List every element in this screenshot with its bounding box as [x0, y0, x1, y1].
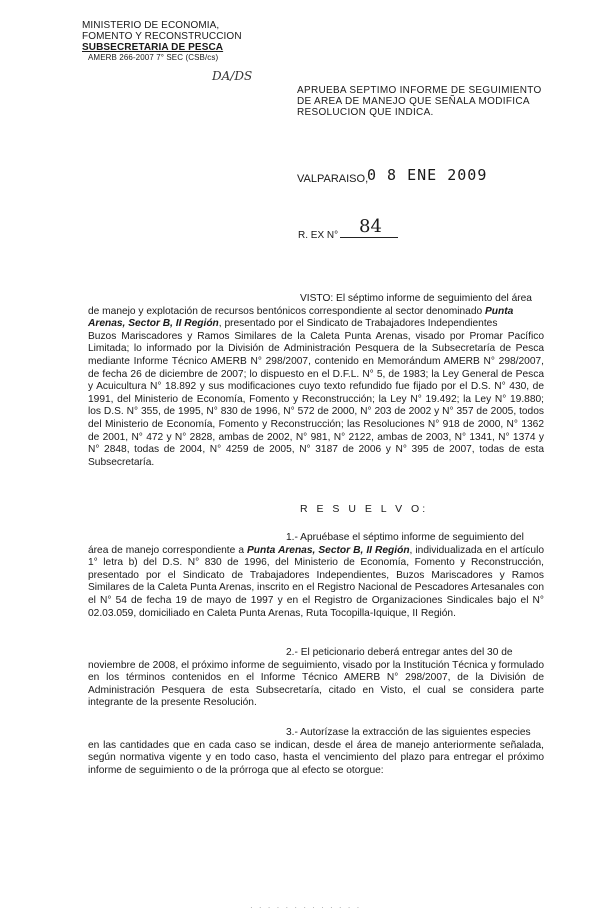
visto-place-b: Arenas, Sector B, II Región — [88, 318, 219, 330]
ministry-line-2: FOMENTO Y RECONSTRUCCION — [82, 31, 242, 42]
visto-text-b: , presentado por el Sindicato de Trabajadores Independientes — [218, 318, 498, 330]
letterhead — [82, 20, 272, 62]
item-1-place: Punta Arenas, Sector B, II Región — [247, 544, 410, 556]
item-3-intro: 3.- Autorízase la extracción de las siguientes especies — [286, 727, 531, 738]
date-stamp: 0 8 ENE 2009 — [367, 166, 488, 184]
visto-section — [88, 293, 544, 469]
item-1-text-a: área de manejo correspondiente a — [88, 544, 248, 556]
visto-text-a: de manejo y explotación de recursos bentónicos correspondiente al sector denominado — [88, 305, 485, 317]
visto-place-a: Punta — [485, 305, 514, 317]
visto-intro: VISTO: El séptimo informe de seguimiento del área — [300, 293, 532, 304]
resolution-label: R. EX N° — [298, 230, 339, 241]
item-1-text-c: , individualizada en el artículo 1° letra b) del D.S. N° 830 de 1996, del Ministerio de Economía, Fomento y Reconstrucción, presentado por el Sindicato de Trabajadores Independientes, Buzos Mariscadores y Ramos Similares de la Caleta Punta Arenas, inscrito en el Registro Nacional de Pescadores Artesanales con el N° 54 de fecha 19 de mayo de 1997 y en el Registro de Organizaciones Sindicales bajo el N° 02.03.059, domiciliado en Caleta Punta Arenas, Ruta Tocopilla-Iquique, II Región. — [88, 544, 544, 619]
subject-line-2: DE AREA DE MANEJO QUE SEÑALA MODIFICA — [297, 96, 530, 107]
resolution-item-2 — [88, 647, 544, 710]
item-3-body: en las cantidades que en cada caso se indican, desde el área de manejo anteriormente señalada, según normativa vigente y en todo caso, hasta el vencimiento del plazo para entregar el próximo informe de seguimiento o de la prórroga que al efecto se otorgue: — [88, 739, 544, 776]
resolution-number: 84 — [359, 216, 382, 237]
item-2-body: noviembre de 2008, el próximo informe de seguimiento, visado por la Institución Técnica y formulado en los términos contenidos en el Informe Técnico AMERB N° 298/2007, de la División de Administración Pesquera de esta Subsecretaría, citado en Visto, el cual se considera parte integrante de la presente Resolución. — [88, 659, 544, 709]
handwritten-initials: DA/DS — [212, 69, 253, 83]
item-1-intro: 1.- Apruébase el séptimo informe de seguimiento del — [286, 532, 524, 543]
resolution-item-1 — [88, 532, 544, 620]
file-reference: AMERB 266-2007 7° SEC (CSB/cs) — [88, 53, 219, 62]
visto-body: Buzos Mariscadores y Ramos Similares de la Caleta Punta Arenas, visado por Promar Pacífico Limitada; lo informado por la División de Administración Pesquera de la Subsecretaría de Pesca mediante Informe Técnico AMERB N° 298/2007, contenido en Memorándum AMERB N° 298/2007, de fecha 26 de diciembre de 2007; lo dispuesto en el D.F.L. N° 5, de 1983; la Ley General de Pesca y Acuicultura N° 18.892 y sus modificaciones cuyo texto refundido fue fijado por el D.S. N° 430, de 1991, del Ministerio de Economía, Fomento y Reconstrucción; la Ley N° 19.492; la Ley N° 19.880; los D.S. N° 355, de 1995, N° 830 de 1996, N° 572 de 2000, N° 203 de 2002 y N° 357 de 2005, todos del Ministerio de Economía, Fomento y Reconstrucción; las Resoluciones N° 918 de 2000, N° 1362 de 2001, N° 472 y N° 2828, ambas de 2002, N° 981, N° 2122, ambas de 2003, N° 1341, N° 1374 y N° 2848, todas de 2004, N° 4259 de 2005, N° 3187 de 2006 y N° 395 de 2007, todas de esta Subsecretaría. — [88, 330, 544, 468]
item-2-intro: 2.- El peticionario deberá entregar antes del 30 de — [286, 647, 513, 658]
subject-line-3: RESOLUCION QUE INDICA. — [297, 107, 434, 118]
ministry-line-1: MINISTERIO DE ECONOMIA, — [82, 20, 220, 31]
resuelvo-heading: R E S U E L V O: — [300, 503, 429, 515]
subsecretaria-line: SUBSECRETARIA DE PESCA — [82, 42, 224, 53]
footer-marks: · · · · · · · · · · · · · — [250, 903, 362, 912]
resolution-item-3 — [88, 727, 544, 777]
subject-line-1: APRUEBA SEPTIMO INFORME DE SEGUIMIENTO — [297, 85, 542, 96]
place-label: VALPARAISO, — [297, 173, 369, 185]
subject-block — [297, 85, 567, 118]
